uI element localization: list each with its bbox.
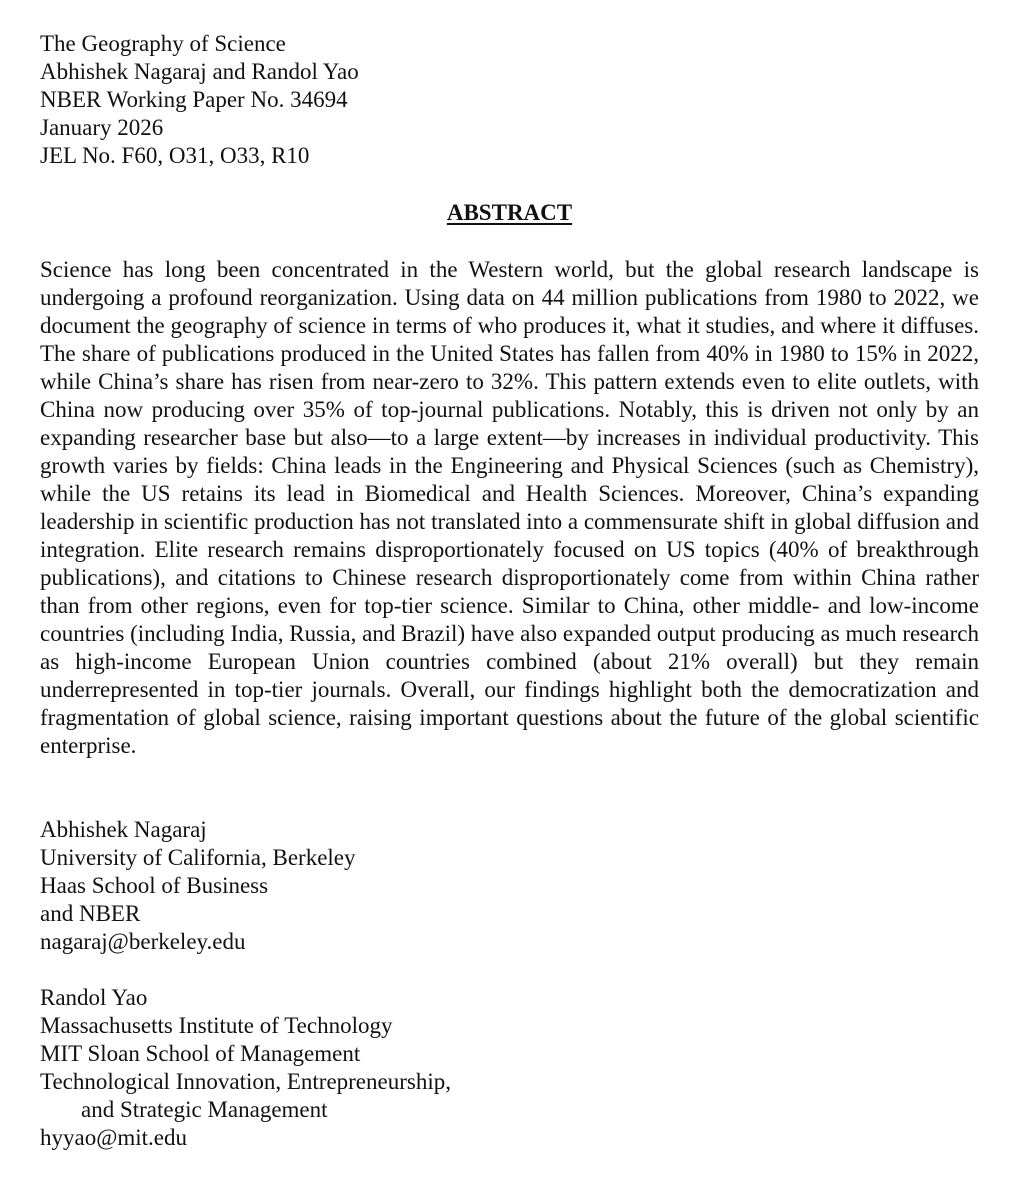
paper-page [40, 30, 979, 1152]
author-affiliation: University of California, Berkeley [40, 845, 356, 870]
author-name: Abhishek Nagaraj [40, 817, 207, 842]
paper-header [40, 30, 979, 170]
paper-jel-codes: JEL No. F60, O31, O33, R10 [40, 143, 310, 168]
abstract-heading: ABSTRACT [446, 200, 573, 225]
author-email: hyyao@mit.edu [40, 1125, 188, 1150]
author-affiliation: Haas School of Business [40, 873, 269, 898]
author-block-yao [40, 984, 979, 1152]
author-affiliation: and NBER [40, 901, 141, 926]
paper-series: NBER Working Paper No. 34694 [40, 87, 348, 112]
abstract-body: Science has long been concentrated in the Western world, but the global research landscape is undergoing a profound reorganization. Using data on 44 million publications from 1980 to 2022, we document the geography of science in terms of who produces it, what it studies, and where it diffuses. The share of publications produced in the United States has fallen from 40% in 1980 to 15% in 2022, while China’s share has risen from near-zero to 32%. This pattern extends even to elite outlets, with China now producing over 35% of top-journal publications. Notably, this is driven not only by an expanding researcher base but also—to a large extent—by increases in individual productivity. This growth varies by fields: China leads in the Engineering and Physical Sciences (such as Chemistry), while the US retains its lead in Biomedical and Health Sciences. Moreover, China’s expanding leadership in scientific production has not translated into a commensurate shift in global diffusion and integration. Elite research remains disproportionately focused on US topics (40% of breakthrough publications), and citations to Chinese research disproportionately come from within China rather than from other regions, even for top-tier science. Similar to China, other middle- and low-income countries (including India, Russia, and Brazil) have also expanded output producing as much research as high-income European Union countries combined (about 21% overall) but they remain underrepresented in top-tier journals. Overall, our findings highlight both the democratization and fragmentation of global science, raising important questions about the future of the global scientific enterprise. [40, 257, 979, 758]
author-affiliation: and Strategic Management [81, 1097, 328, 1122]
author-affiliation: Technological Innovation, Entrepreneurship, [40, 1069, 451, 1094]
author-email: nagaraj@berkeley.edu [40, 929, 246, 954]
author-affiliation: MIT Sloan School of Management [40, 1041, 361, 1066]
paper-date: January 2026 [40, 115, 164, 140]
paper-title: The Geography of Science [40, 31, 286, 56]
author-block-nagaraj [40, 816, 979, 956]
author-name: Randol Yao [40, 985, 148, 1010]
paper-authors: Abhishek Nagaraj and Randol Yao [40, 59, 359, 84]
author-affiliation: Massachusetts Institute of Technology [40, 1013, 393, 1038]
